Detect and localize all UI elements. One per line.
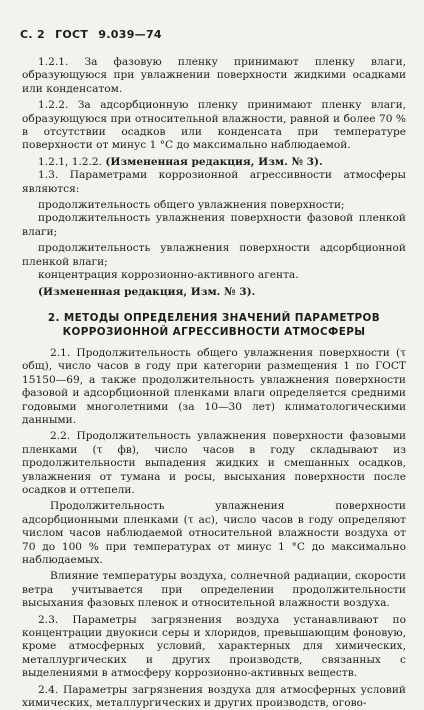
paragraph-2-1: 2.1. Продолжительность общего увлажнения поверхности (τ общ), число часов в году при категории размещения 1 по ГОСТ 15150—69, а также продолжительность увлажнения поверхности фазовой и адсорбционной пленками влаги определяется средними годовыми многолетними (за 10—30 лет) климатологическими данными. (22, 346, 406, 426)
paragraph-1-2-1: 1.2.1. За фазовую пленку принимают пленку влаги, образующуюся при увлажнении поверхности жидкими осадками или конденсатом. (22, 56, 406, 95)
section-heading: 2. МЕТОДЫ ОПРЕДЕЛЕНИЯ ЗНАЧЕНИЙ ПАРАМЕТРОВ КОРРОЗИОННОЙ АГРЕССИВНОСТИ АТМОСФЕРЫ (47, 311, 381, 338)
amendment-note-1 (22, 156, 406, 169)
standard-number: 9.039—74 (98, 28, 162, 41)
page-number: С. 2 (20, 28, 45, 41)
amendment-ref: 1.2.1, 1.2.2. (38, 155, 103, 168)
paragraph-2-2-adsorption: Продолжительность увлажнения поверхности адсорбционными пленками (τ ас), число часов в году определяют числом часов наблюдаемой относительной влажности воздуха от 70 до 100 % при температурах от минус 1 °С до максимально наблюдаемых. (22, 500, 406, 566)
paragraph-2-3: 2.3. Параметры загрязнения воздуха устанавливают по концентрации двуокиси серы и хлоридов, превышающим фоновую, кроме атмосферных условий, характерных для химических, металлургических и других производств, связанных с выделениями в атмосферу коррозионно-активных веществ. (22, 613, 406, 680)
list-item: продолжительность увлажнения поверхности фазовой пленкой влаги; (22, 212, 406, 238)
amendment-note-2: (Измененная редакция, Изм. № 3). (38, 285, 256, 298)
list-item: продолжительность увлажнения поверхности адсорбционной пленкой влаги; (22, 242, 406, 268)
paragraph-2-2: 2.2. Продолжительность увлажнения поверхности фазовыми пленками (τ фв), число часов в году складывают из продолжительности выпадения жидких и смешанных осадков, увлажнения от тумана и росы, высыхания поверхности после осадков и оттепели. (22, 430, 406, 496)
paragraph-2-4: 2.4. Параметры загрязнения воздуха для атмосферных условий химических, металлургических и других производств, огово- (22, 683, 406, 710)
document-body (22, 56, 406, 710)
list-item: продолжительность общего увлажнения поверхности; (38, 199, 345, 212)
list-item: концентрация коррозионно-активного агента. (38, 269, 299, 282)
paragraph-1-2-2: 1.2.2. За адсорбционную пленку принимают пленку влаги, образующуюся при относительной влажности, равной и более 70 % в отсутствии осадков или конденсата при температуре поверхности от минус 1 °С до максимально наблюдаемой. (22, 99, 406, 152)
amendment-label: (Измененная редакция, Изм. № 3). (105, 155, 323, 168)
paragraph-2-2-influence: Влияние температуры воздуха, солнечной радиации, скорости ветра учитывается при определении продолжительности высыхания фазовых пленок и относительной влажности воздуха. (22, 570, 406, 610)
paragraph-1-3: 1.3. Параметрами коррозионной агрессивности атмосферы являются: (22, 169, 406, 195)
page-header (20, 28, 168, 41)
standard-name: ГОСТ (55, 28, 89, 41)
